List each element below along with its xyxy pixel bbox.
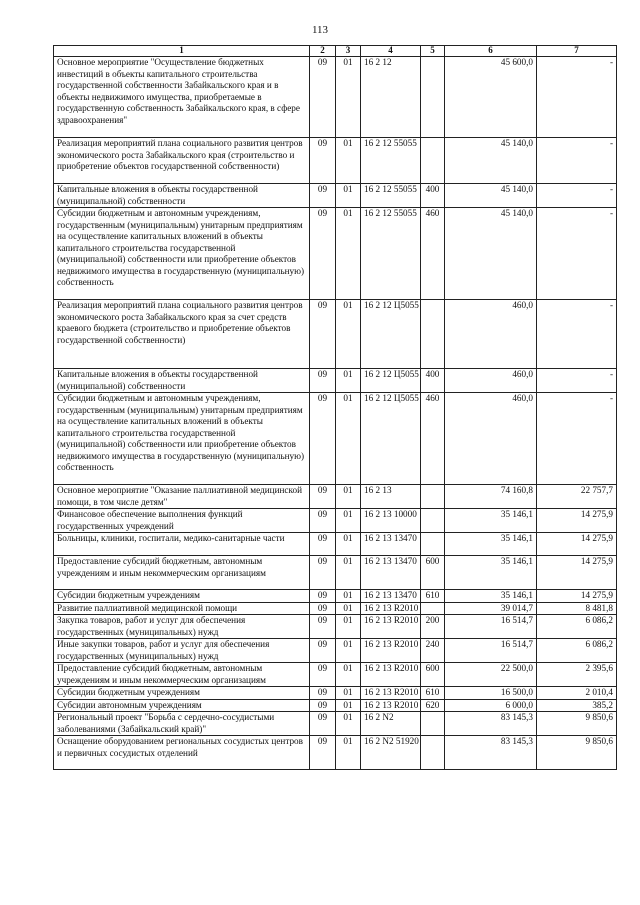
row-col-6: 83 145,3 — [445, 712, 537, 736]
header-col-4: 4 — [361, 46, 421, 57]
row-name: Субсидии бюджетным и автономным учреждениям, государственным (муниципальным) унитарным предприятиям на осуществление капитальных вложений в объекты капитального строительства государственной (муниципальной) собственности или приобретение объектов недвижимого имущества в государственную (муниципальную) собственность — [54, 393, 310, 485]
row-col-5 — [421, 138, 445, 184]
row-col-6: 45 600,0 — [445, 57, 537, 138]
row-col-6: 16 514,7 — [445, 639, 537, 663]
row-name: Больницы, клиники, госпитали, медико-санитарные части — [54, 533, 310, 556]
row-name: Основное мероприятие "Осуществление бюджетных инвестиций в объекты капитального строительства государственной собственности Забайкальского края и в объекты недвижимого имущества, приобретаемые в государственную собственность Забайкальского края, в сфере здравоохранения" — [54, 57, 310, 138]
budget-table — [53, 45, 617, 770]
row-col-7: 14 275,9 — [537, 509, 617, 533]
row-col-6: 35 146,1 — [445, 590, 537, 603]
row-col-7: 14 275,9 — [537, 533, 617, 556]
row-col-3: 01 — [336, 393, 361, 485]
table-row — [54, 590, 617, 603]
row-col-2: 09 — [310, 393, 336, 485]
row-name: Закупка товаров, работ и услуг для обеспечения государственных (муниципальных) нужд — [54, 615, 310, 639]
row-col-4: 16 2 13 10000 — [361, 509, 421, 533]
row-col-7: - — [537, 300, 617, 369]
row-col-7: 2 395,6 — [537, 663, 617, 687]
row-col-4: 16 2 13 — [361, 485, 421, 509]
row-col-5 — [421, 533, 445, 556]
row-col-4: 16 2 12 Ц5055 — [361, 369, 421, 393]
table-row — [54, 57, 617, 138]
row-col-6: 39 014,7 — [445, 602, 537, 615]
row-col-3: 01 — [336, 687, 361, 700]
row-col-6: 16 500,0 — [445, 687, 537, 700]
row-col-5: 400 — [421, 184, 445, 208]
row-col-6: 45 140,0 — [445, 184, 537, 208]
row-col-3: 01 — [336, 590, 361, 603]
row-col-7: 8 481,8 — [537, 602, 617, 615]
row-name: Капитальные вложения в объекты государственной (муниципальной) собственности — [54, 369, 310, 393]
row-col-5 — [421, 602, 445, 615]
row-col-5: 460 — [421, 393, 445, 485]
row-col-2: 09 — [310, 736, 336, 770]
row-col-5: 600 — [421, 663, 445, 687]
row-col-5: 240 — [421, 639, 445, 663]
row-col-7: - — [537, 138, 617, 184]
row-col-4: 16 2 N2 — [361, 712, 421, 736]
row-name: Региональный проект "Борьба с сердечно-сосудистыми заболеваниями (Забайкальский край)" — [54, 712, 310, 736]
table-row — [54, 208, 617, 300]
table-row — [54, 393, 617, 485]
row-col-2: 09 — [310, 602, 336, 615]
row-col-7: 2 010,4 — [537, 687, 617, 700]
row-col-2: 09 — [310, 615, 336, 639]
row-col-2: 09 — [310, 138, 336, 184]
table-row — [54, 556, 617, 590]
row-col-6: 35 146,1 — [445, 556, 537, 590]
row-col-2: 09 — [310, 300, 336, 369]
row-col-4: 16 2 13 R2010 — [361, 687, 421, 700]
header-col-3: 3 — [336, 46, 361, 57]
row-name: Субсидии бюджетным учреждениям — [54, 687, 310, 700]
row-col-6: 16 514,7 — [445, 615, 537, 639]
row-col-2: 09 — [310, 639, 336, 663]
row-col-6: 460,0 — [445, 300, 537, 369]
row-col-6: 460,0 — [445, 369, 537, 393]
table-row — [54, 369, 617, 393]
header-col-1: 1 — [54, 46, 310, 57]
row-col-3: 01 — [336, 602, 361, 615]
table-row — [54, 736, 617, 770]
row-name: Субсидии автономным учреждениям — [54, 699, 310, 712]
row-col-3: 01 — [336, 615, 361, 639]
row-col-7: - — [537, 369, 617, 393]
row-name: Реализация мероприятий плана социального развития центров экономического роста Забайкальского края за счет средств краевого бюджета (строительство и приобретение объектов государственной собственности) — [54, 300, 310, 369]
table-row — [54, 485, 617, 509]
row-col-7: 9 850,6 — [537, 736, 617, 770]
row-col-6: 35 146,1 — [445, 533, 537, 556]
row-col-7: 14 275,9 — [537, 556, 617, 590]
row-col-2: 09 — [310, 485, 336, 509]
table-row — [54, 138, 617, 184]
table-header-row — [54, 46, 617, 57]
row-col-4: 16 2 N2 51920 — [361, 736, 421, 770]
row-col-5 — [421, 57, 445, 138]
row-col-5: 460 — [421, 208, 445, 300]
row-col-3: 01 — [336, 184, 361, 208]
row-col-7: 14 275,9 — [537, 590, 617, 603]
row-col-5: 400 — [421, 369, 445, 393]
header-col-6: 6 — [445, 46, 537, 57]
row-col-4: 16 2 13 R2010 — [361, 663, 421, 687]
row-col-6: 35 146,1 — [445, 509, 537, 533]
row-name: Капитальные вложения в объекты государственной (муниципальной) собственности — [54, 184, 310, 208]
row-col-2: 09 — [310, 509, 336, 533]
header-col-5: 5 — [421, 46, 445, 57]
row-col-7: - — [537, 393, 617, 485]
row-col-7: 385,2 — [537, 699, 617, 712]
row-col-4: 16 2 13 13470 — [361, 590, 421, 603]
row-col-3: 01 — [336, 663, 361, 687]
row-col-5: 610 — [421, 687, 445, 700]
table-row — [54, 687, 617, 700]
row-col-7: 9 850,6 — [537, 712, 617, 736]
row-col-5: 600 — [421, 556, 445, 590]
row-col-7: - — [537, 184, 617, 208]
row-col-3: 01 — [336, 699, 361, 712]
table-row — [54, 663, 617, 687]
table-row — [54, 184, 617, 208]
row-col-3: 01 — [336, 300, 361, 369]
table-row — [54, 533, 617, 556]
row-col-6: 83 145,3 — [445, 736, 537, 770]
header-col-7: 7 — [537, 46, 617, 57]
row-col-6: 460,0 — [445, 393, 537, 485]
row-col-7: - — [537, 57, 617, 138]
row-name: Реализация мероприятий плана социального развития центров экономического роста Забайкальского края (строительство и приобретение объектов государственной собственности) — [54, 138, 310, 184]
table-body — [54, 57, 617, 770]
row-col-2: 09 — [310, 369, 336, 393]
row-col-2: 09 — [310, 57, 336, 138]
row-name: Оснащение оборудованием региональных сосудистых центров и первичных сосудистых отделений — [54, 736, 310, 770]
row-name: Иные закупки товаров, работ и услуг для обеспечения государственных (муниципальных) нужд — [54, 639, 310, 663]
row-name: Субсидии бюджетным и автономным учреждениям, государственным (муниципальным) унитарным предприятиям на осуществление капитальных вложений в объекты капитального строительства государственной (муниципальной) собственности или приобретение объектов недвижимого имущества в государственную (муниципальную) собственность — [54, 208, 310, 300]
row-col-4: 16 2 13 R2010 — [361, 639, 421, 663]
row-col-5 — [421, 485, 445, 509]
row-col-4: 16 2 12 55055 — [361, 138, 421, 184]
table-row — [54, 639, 617, 663]
row-name: Развитие паллиативной медицинской помощи — [54, 602, 310, 615]
row-col-3: 01 — [336, 533, 361, 556]
row-col-7: - — [537, 208, 617, 300]
row-col-3: 01 — [336, 556, 361, 590]
row-col-5 — [421, 736, 445, 770]
row-col-5 — [421, 712, 445, 736]
row-col-3: 01 — [336, 736, 361, 770]
row-col-3: 01 — [336, 369, 361, 393]
row-col-2: 09 — [310, 556, 336, 590]
row-col-6: 45 140,0 — [445, 138, 537, 184]
row-col-5 — [421, 300, 445, 369]
table-row — [54, 615, 617, 639]
row-name: Субсидии бюджетным учреждениям — [54, 590, 310, 603]
row-col-4: 16 2 12 55055 — [361, 184, 421, 208]
row-col-5: 610 — [421, 590, 445, 603]
row-col-7: 6 086,2 — [537, 615, 617, 639]
row-col-7: 6 086,2 — [537, 639, 617, 663]
row-col-4: 16 2 13 R2010 — [361, 699, 421, 712]
row-col-4: 16 2 13 R2010 — [361, 615, 421, 639]
row-col-2: 09 — [310, 663, 336, 687]
row-name: Предоставление субсидий бюджетным, автономным учреждениям и иным некоммерческим организациям — [54, 663, 310, 687]
row-col-4: 16 2 13 13470 — [361, 533, 421, 556]
row-col-5: 200 — [421, 615, 445, 639]
row-name: Предоставление субсидий бюджетным, автономным учреждениям и иным некоммерческим организациям — [54, 556, 310, 590]
row-col-3: 01 — [336, 208, 361, 300]
row-col-4: 16 2 12 55055 — [361, 208, 421, 300]
table-row — [54, 602, 617, 615]
row-col-6: 45 140,0 — [445, 208, 537, 300]
row-col-3: 01 — [336, 138, 361, 184]
row-col-4: 16 2 12 Ц5055 — [361, 393, 421, 485]
row-name: Финансовое обеспечение выполнения функций государственных учреждений — [54, 509, 310, 533]
row-col-5: 620 — [421, 699, 445, 712]
row-name: Основное мероприятие "Оказание паллиативной медицинской помощи, в том числе детям" — [54, 485, 310, 509]
row-col-2: 09 — [310, 712, 336, 736]
table-row — [54, 509, 617, 533]
row-col-6: 74 160,8 — [445, 485, 537, 509]
row-col-4: 16 2 12 — [361, 57, 421, 138]
row-col-4: 16 2 12 Ц5055 — [361, 300, 421, 369]
page-number: 113 — [311, 24, 329, 36]
table-row — [54, 699, 617, 712]
row-col-3: 01 — [336, 485, 361, 509]
row-col-2: 09 — [310, 687, 336, 700]
row-col-2: 09 — [310, 533, 336, 556]
row-col-2: 09 — [310, 184, 336, 208]
row-col-5 — [421, 509, 445, 533]
row-col-3: 01 — [336, 509, 361, 533]
row-col-7: 22 757,7 — [537, 485, 617, 509]
table-row — [54, 712, 617, 736]
row-col-4: 16 2 13 R2010 — [361, 602, 421, 615]
header-col-2: 2 — [310, 46, 336, 57]
row-col-2: 09 — [310, 590, 336, 603]
row-col-2: 09 — [310, 699, 336, 712]
row-col-2: 09 — [310, 208, 336, 300]
row-col-4: 16 2 13 13470 — [361, 556, 421, 590]
row-col-3: 01 — [336, 57, 361, 138]
row-col-6: 6 000,0 — [445, 699, 537, 712]
row-col-3: 01 — [336, 712, 361, 736]
table-row — [54, 300, 617, 369]
row-col-6: 22 500,0 — [445, 663, 537, 687]
row-col-3: 01 — [336, 639, 361, 663]
